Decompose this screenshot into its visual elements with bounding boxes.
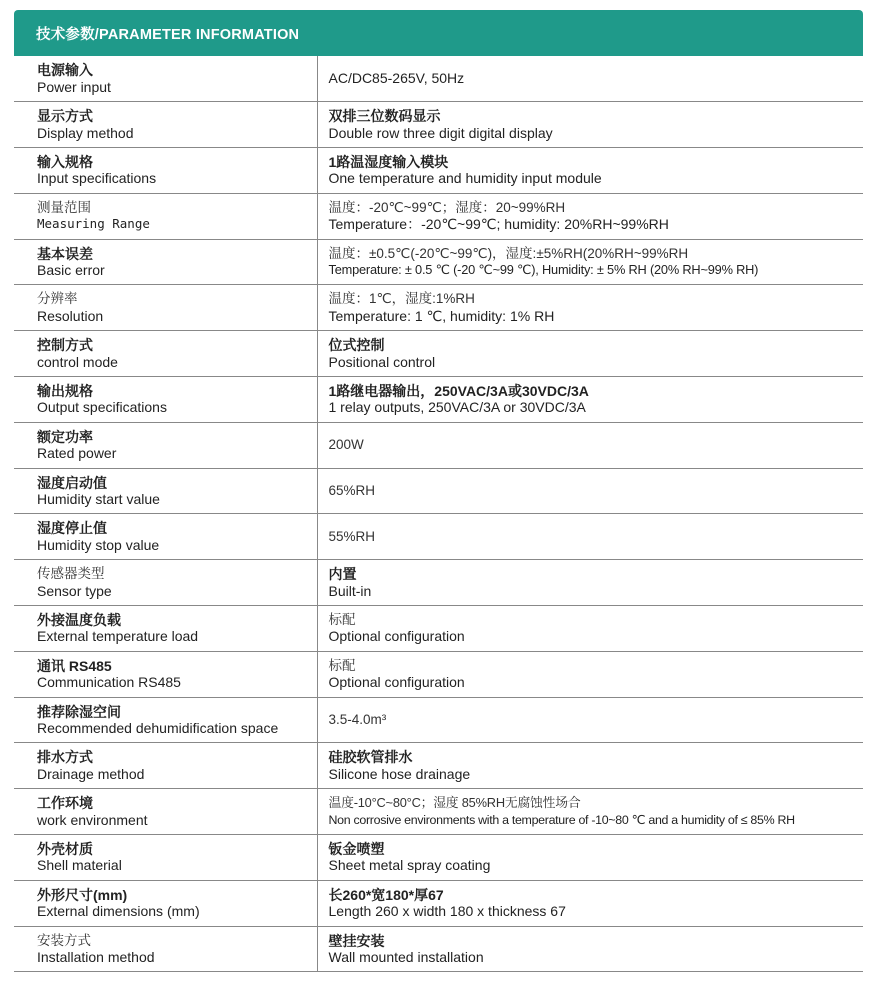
parameter-value-line: Positional control [328, 353, 436, 370]
parameter-value-line: 1路继电器输出，250VAC/3A或30VDC/3A [328, 382, 589, 399]
parameter-value [317, 56, 863, 102]
parameter-label [14, 880, 317, 926]
parameter-value-line: 温度-10°C~80°C；湿度 85%RH无腐蚀性场合 [328, 795, 581, 811]
parameter-value-line: 壁挂安装 [328, 932, 385, 949]
table-row [14, 239, 863, 285]
parameter-label-en: Input specifications [37, 170, 157, 187]
parameter-value [317, 422, 863, 468]
parameter-label-zh: 输入规格 [37, 153, 93, 170]
parameter-value [317, 468, 863, 514]
parameter-label-en: Output specifications [37, 399, 167, 416]
parameter-label [14, 148, 317, 194]
parameter-rows [14, 56, 863, 972]
parameter-value-line: 温度：±0.5℃(-20℃~99℃)，湿度:±5%RH(20%RH~99%RH [328, 245, 689, 261]
parameter-value [317, 697, 863, 743]
parameter-label [14, 422, 317, 468]
parameter-value-line: 内置 [328, 566, 357, 583]
section-header [14, 10, 863, 56]
parameter-label-zh: 传感器类型 [37, 566, 105, 582]
parameter-value-line: Optional configuration [328, 628, 465, 645]
parameter-label-en: Resolution [37, 307, 104, 324]
parameter-label [14, 606, 317, 652]
parameter-label [14, 926, 317, 972]
parameter-value-line: Built-in [328, 582, 372, 599]
table-row [14, 285, 863, 331]
parameter-label-en: Communication RS485 [37, 674, 181, 691]
parameter-value [317, 193, 863, 239]
parameter-label-zh: 显示方式 [37, 108, 93, 125]
table-row [14, 606, 863, 652]
parameter-value [317, 789, 863, 835]
parameter-label-zh: 额定功率 [37, 428, 93, 445]
parameter-label-en: External temperature load [37, 628, 199, 645]
parameter-label [14, 239, 317, 285]
parameter-label-en: Shell material [37, 857, 122, 874]
parameter-value-line: Silicone hose drainage [328, 765, 471, 782]
parameter-label-zh: 湿度停止值 [37, 520, 107, 537]
parameter-label-zh: 外壳材质 [37, 840, 93, 857]
parameter-value-line: AC/DC85-265V, 50Hz [328, 70, 465, 87]
parameter-label-en: Basic error [37, 262, 105, 279]
parameter-value [317, 514, 863, 560]
parameter-label [14, 789, 317, 835]
parameter-value [317, 651, 863, 697]
table-row [14, 789, 863, 835]
parameter-value-line: Double row three digit digital display [328, 124, 553, 141]
parameter-label [14, 377, 317, 423]
parameter-value [317, 102, 863, 148]
parameter-value-line: Sheet metal spray coating [328, 857, 491, 874]
parameter-label [14, 102, 317, 148]
parameter-value-line: 硅胶软管排水 [328, 749, 413, 766]
parameter-label-zh: 外接温度负载 [37, 611, 121, 628]
parameter-label-zh: 基本误差 [37, 245, 93, 262]
parameter-label-en: Drainage method [37, 765, 145, 782]
parameter-value-line: 温度：1℃，湿度:1%RH [328, 291, 475, 307]
parameter-value [317, 743, 863, 789]
table-row [14, 193, 863, 239]
parameter-label [14, 468, 317, 514]
parameter-label [14, 560, 317, 606]
parameter-label-zh: 湿度启动值 [37, 474, 107, 491]
parameter-label [14, 514, 317, 560]
parameter-label-en: Humidity start value [37, 491, 160, 508]
table-row [14, 880, 863, 926]
parameter-value-line: Temperature: 1 ℃, humidity: 1% RH [328, 307, 555, 324]
parameter-value-line: 温度：-20℃~99℃；湿度：20~99%RH [328, 199, 566, 215]
table-row [14, 102, 863, 148]
parameter-label-en: work environment [37, 811, 148, 828]
parameter-value-line: Optional configuration [328, 674, 465, 691]
parameter-label [14, 56, 317, 102]
parameter-label-zh: 测量范围 [37, 199, 91, 215]
parameter-label-en: Rated power [37, 445, 117, 462]
parameter-value-line: Temperature：-20℃~99℃; humidity: 20%RH~99%RH [328, 216, 669, 233]
parameter-value-line: 200W [328, 437, 364, 453]
table-row [14, 560, 863, 606]
parameter-value-line: 双排三位数码显示 [328, 108, 441, 125]
parameter-label-en: Power input [37, 78, 111, 95]
table-row [14, 331, 863, 377]
parameter-value-line: 标配 [328, 611, 356, 627]
parameter-value-line: Length 260 x width 180 x thickness 67 [328, 903, 566, 920]
table-row [14, 468, 863, 514]
parameter-label-en: Sensor type [37, 582, 112, 599]
table-row [14, 743, 863, 789]
parameter-value-line: Wall mounted installation [328, 949, 484, 966]
parameter-label-zh: 工作环境 [37, 795, 93, 812]
parameter-label-en: control mode [37, 353, 118, 370]
parameter-value-line: 65%RH [328, 482, 376, 498]
parameter-label-zh: 控制方式 [37, 337, 93, 354]
parameter-label-en: Measuring Range [37, 216, 150, 232]
parameter-value-line: 位式控制 [328, 337, 385, 354]
parameter-label-zh: 通讯 RS485 [37, 657, 112, 674]
parameter-value [317, 331, 863, 377]
parameter-value-line: 3.5-4.0m³ [328, 711, 387, 727]
table-row [14, 56, 863, 102]
parameter-label [14, 193, 317, 239]
parameter-value-line: Temperature: ± 0.5 ℃ (-20 ℃~99 ℃), Humidity: ± 5% RH (20% RH~99% RH) [328, 262, 759, 278]
parameter-label [14, 331, 317, 377]
parameter-label [14, 835, 317, 881]
parameter-value-line: 55%RH [328, 528, 376, 544]
parameter-label-en: Installation method [37, 949, 155, 966]
parameter-value [317, 835, 863, 881]
parameter-label-en: Humidity stop value [37, 536, 160, 553]
parameter-value-line: 长260*宽180*厚67 [328, 886, 444, 903]
parameter-value [317, 880, 863, 926]
parameter-label-zh: 安装方式 [37, 932, 91, 948]
parameter-label-en: Recommended dehumidification space [37, 720, 279, 737]
parameter-value [317, 560, 863, 606]
table-row [14, 514, 863, 560]
table-row [14, 926, 863, 972]
parameter-table [14, 56, 863, 972]
parameter-value [317, 148, 863, 194]
table-row [14, 422, 863, 468]
table-row [14, 697, 863, 743]
parameter-value-line: 1路温湿度输入模块 [328, 153, 449, 170]
table-row [14, 377, 863, 423]
parameter-label-en: External dimensions (mm) [37, 903, 200, 920]
parameter-value [317, 285, 863, 331]
parameter-label [14, 651, 317, 697]
parameter-label [14, 743, 317, 789]
table-row [14, 835, 863, 881]
parameter-value [317, 606, 863, 652]
parameter-label-zh: 推荐除湿空间 [37, 703, 121, 720]
parameter-label-zh: 排水方式 [37, 749, 93, 766]
parameter-value [317, 926, 863, 972]
parameter-sheet [14, 10, 863, 972]
parameter-value-line: Non corrosive environments with a temperature of -10~80 ℃ and a humidity of ≤ 85% RH [328, 812, 795, 827]
parameter-value-line: 钣金喷塑 [328, 840, 385, 857]
table-row [14, 651, 863, 697]
parameter-label-en: Display method [37, 124, 134, 141]
parameter-value [317, 377, 863, 423]
parameter-value-line: 1 relay outputs, 250VAC/3A or 30VDC/3A [328, 399, 586, 416]
parameter-value-line: 标配 [328, 657, 356, 673]
section-title: 技术参数/PARAMETER INFORMATION [36, 26, 300, 43]
parameter-label-zh: 电源输入 [37, 62, 93, 79]
parameter-label-zh: 输出规格 [37, 382, 93, 399]
parameter-label [14, 285, 317, 331]
table-row [14, 148, 863, 194]
parameter-value [317, 239, 863, 285]
parameter-value-line: One temperature and humidity input module [328, 170, 602, 187]
parameter-label-zh: 分辨率 [37, 291, 78, 307]
parameter-label-zh: 外形尺寸(mm) [37, 886, 128, 903]
parameter-label [14, 697, 317, 743]
